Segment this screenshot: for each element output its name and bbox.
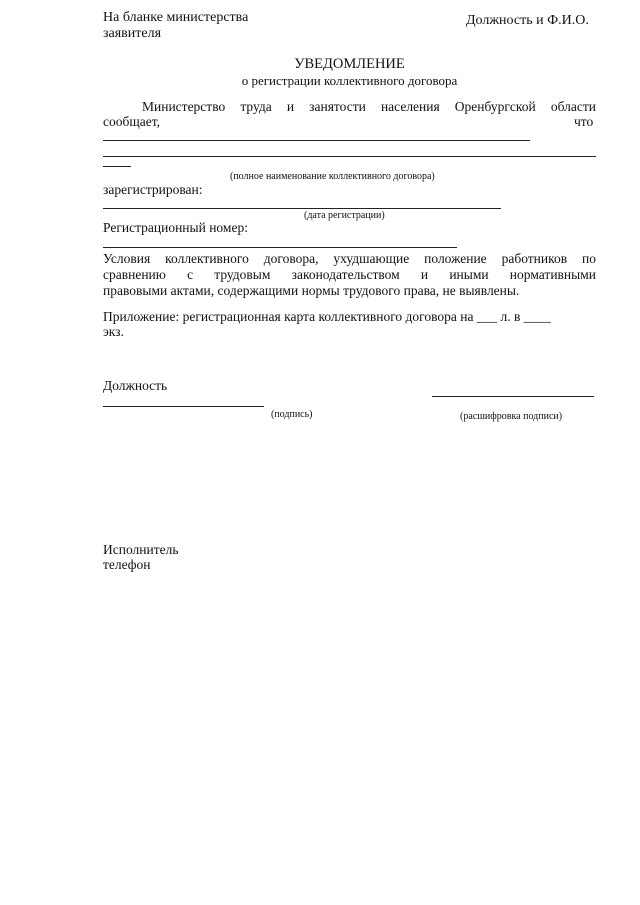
agreement-name-blank-3 (103, 166, 131, 167)
caption-registration-date: (дата регистрации) (304, 210, 385, 221)
phone-label: телефон (103, 557, 151, 572)
document-title-block (103, 56, 596, 89)
signature-position-label: Должность (103, 378, 168, 393)
registration-number-label: Регистрационный номер: (103, 220, 248, 235)
header-recipient-placeholder: Должность и Ф.И.О. (466, 13, 589, 28)
header-left-line2: заявителя (103, 26, 162, 41)
agreement-name-blank-1 (103, 140, 530, 141)
attachment-line1: Приложение: регистрационная карта коллективного договора на ___ л. в ____ (103, 309, 551, 324)
registration-number-blank (103, 247, 457, 248)
intro-line1: Министерство труда и занятости населения Оренбургской области (142, 99, 596, 114)
caption-signature: (подпись) (271, 409, 313, 420)
signature-blank (103, 406, 264, 407)
signature-decoding-blank (432, 396, 594, 397)
conditions-line3: правовыми актами, содержащими нормы трудового права, не выявлены. (103, 283, 520, 298)
document-subtitle: о регистрации коллективного договора (241, 73, 458, 88)
caption-signature-decoding: (расшифровка подписи) (460, 411, 563, 422)
registered-label: зарегистрирован: (103, 182, 203, 197)
conditions-line1: Условия коллективного договора, ухудшающие положение работников по (103, 251, 596, 266)
intro-word-left: сообщает, (103, 114, 160, 129)
executor-label: Исполнитель (103, 542, 179, 557)
conditions-line2: сравнению с трудовым законодательством и иными нормативными (103, 267, 596, 282)
header-letterhead-note (103, 10, 248, 42)
header-left-line1: На бланке министерства (103, 10, 249, 25)
document-title: УВЕДОМЛЕНИЕ (294, 56, 405, 72)
registration-date-blank (103, 208, 501, 209)
attachment-line2: экз. (103, 324, 124, 339)
intro-word-right: что (574, 114, 594, 129)
conditions-paragraph (103, 251, 596, 299)
agreement-name-blank-2 (103, 156, 596, 157)
caption-agreement-name: (полное наименование коллективного договора) (230, 171, 435, 182)
